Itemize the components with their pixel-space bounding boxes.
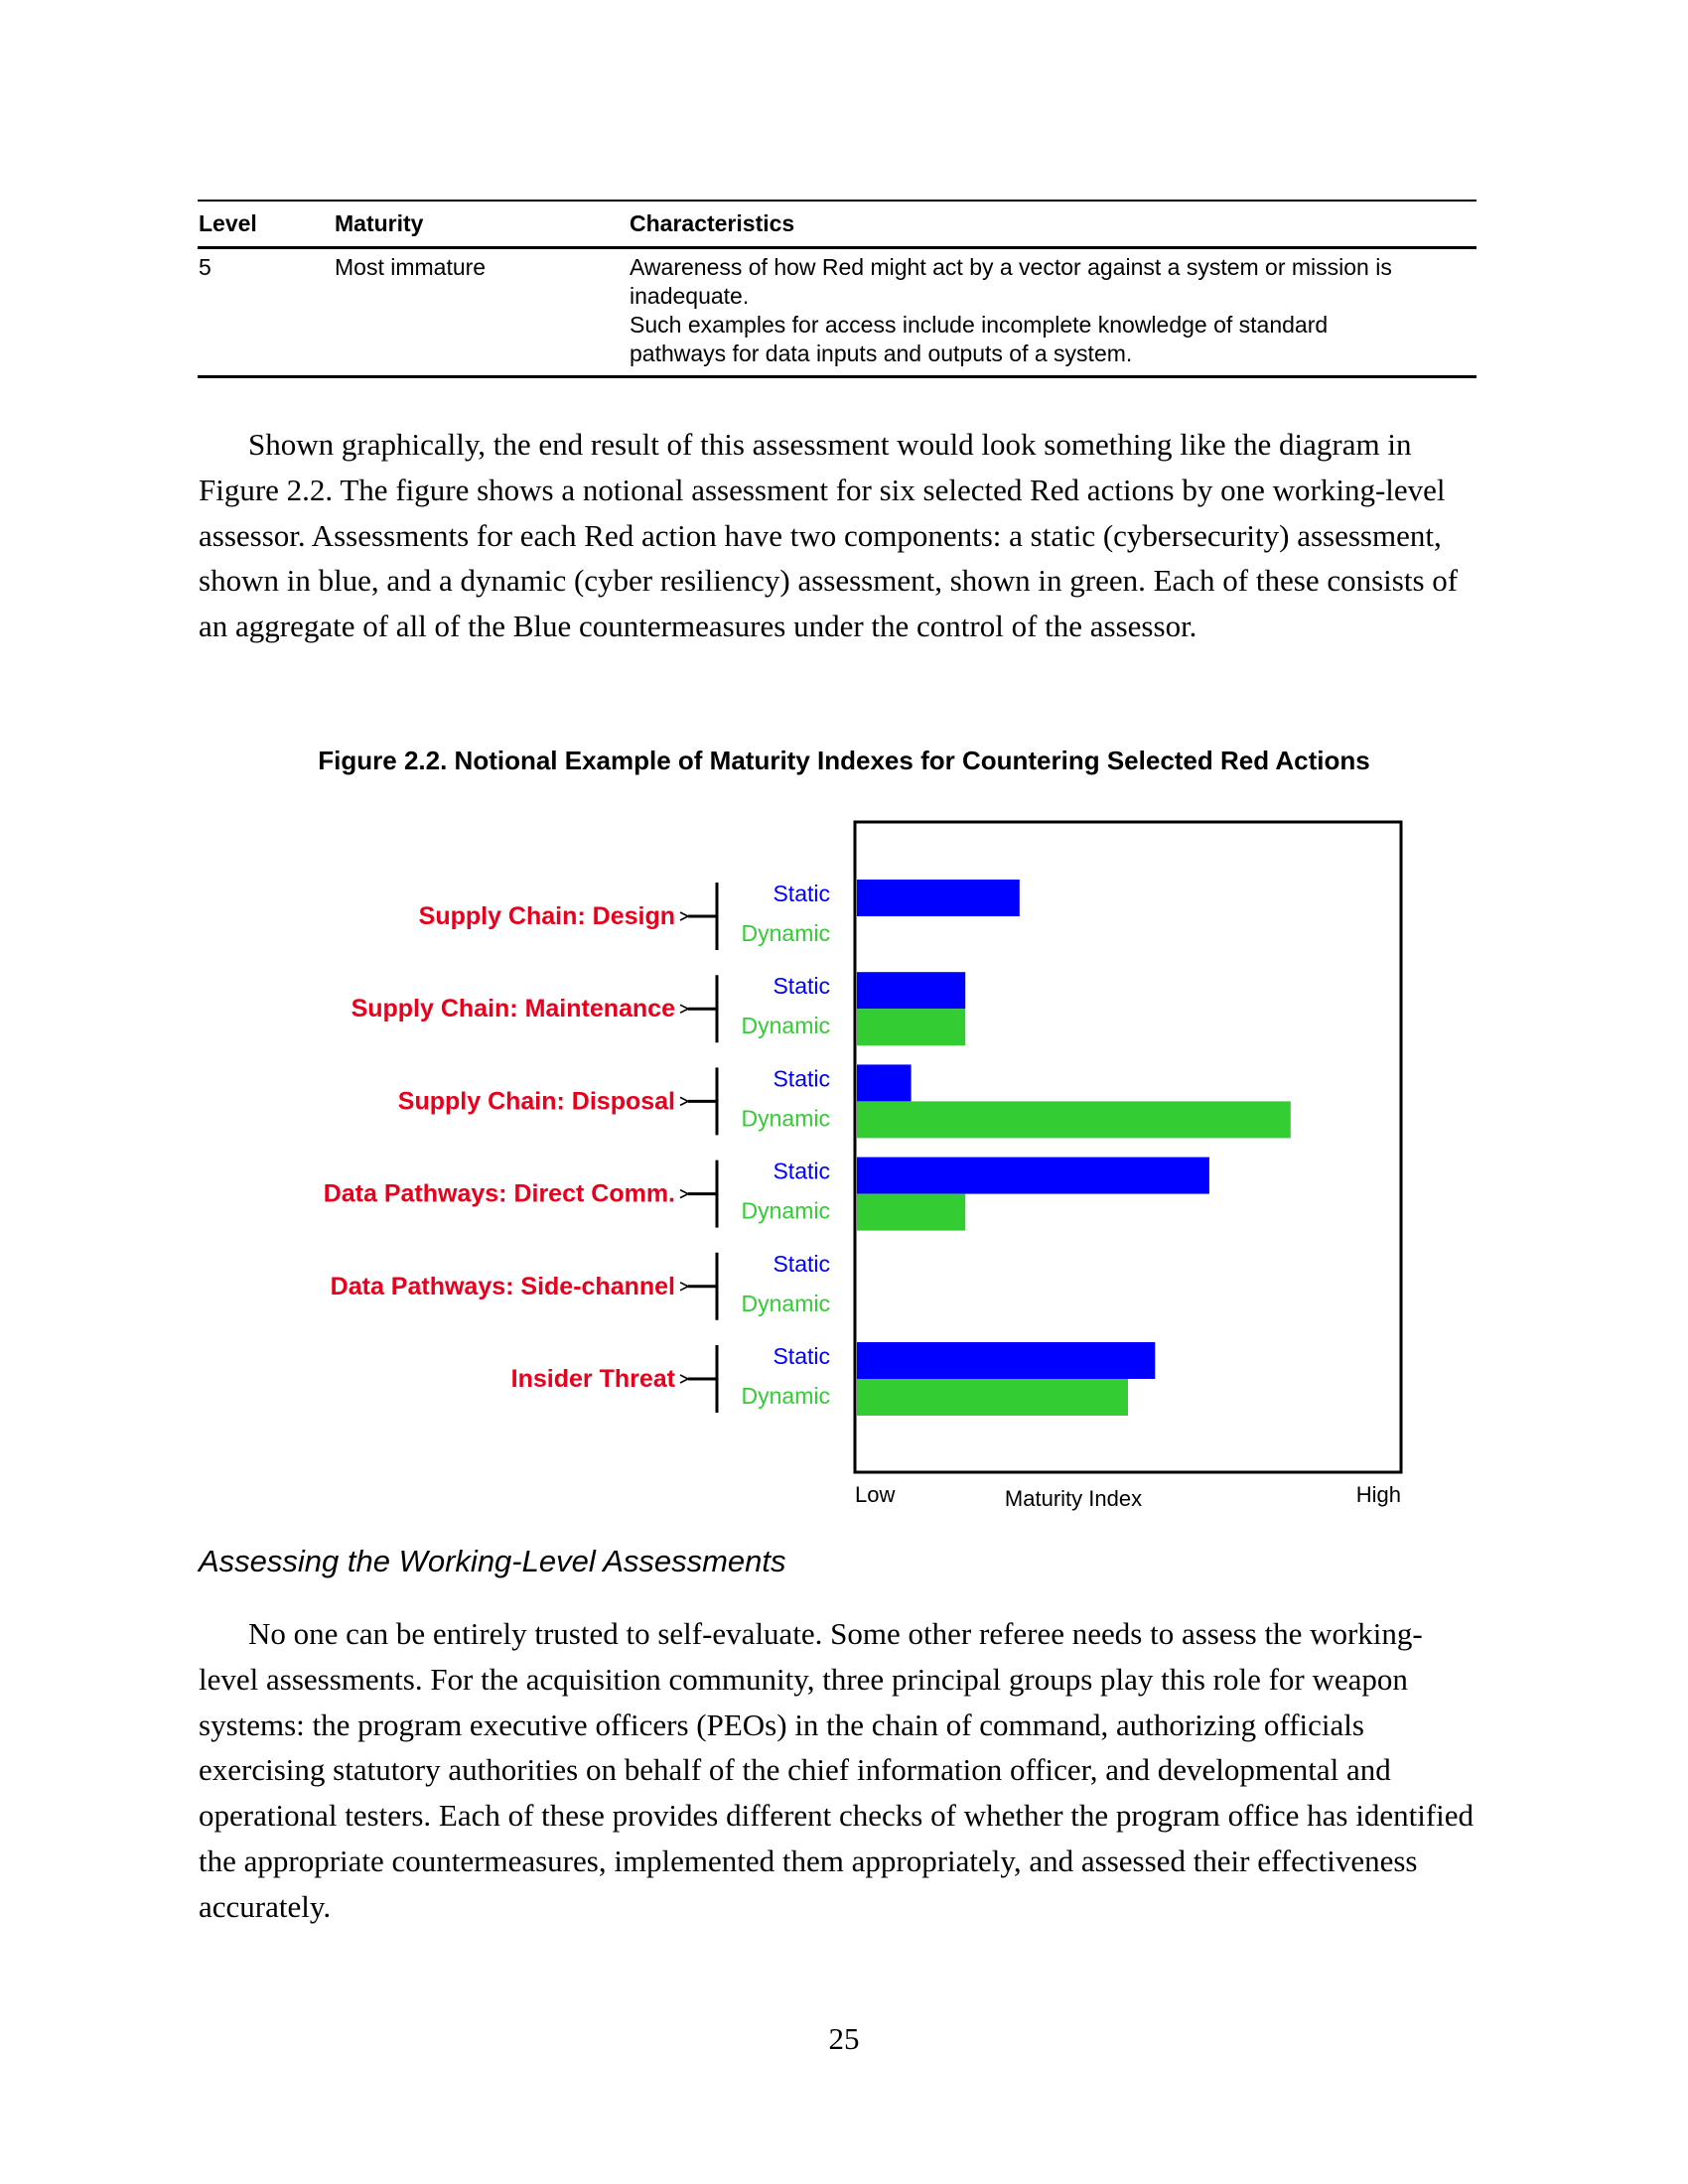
chart-category-groups (324, 881, 830, 1413)
paragraph-2-text: No one can be entirely trusted to self-evaluate. Some other referee needs to assess the working-level assessments. For the acquisition community, three principal groups play this role for weapon systems: the program executive officers (PEOs) in the chain of command, authorizing officials exercising statutory authorities on behalf of the chief information officer, and developmental and operational testers. Each of these provides different checks of whether the program office has identified the appropriate countermeasures, implemented them appropriately, and assessed their effectiveness accurately. (199, 1616, 1475, 1924)
table-header-maturity: Maturity (335, 210, 424, 236)
series-label-static: Static (773, 973, 830, 1000)
series-label-dynamic: Dynamic (741, 1383, 830, 1409)
table-cell-characteristics (630, 253, 1474, 368)
body-paragraph-2 (199, 1611, 1479, 1930)
series-label-static: Static (773, 881, 830, 906)
series-label-dynamic: Dynamic (741, 1105, 830, 1132)
series-label-static: Static (773, 1250, 830, 1277)
category-label: Supply Chain: Disposal (397, 1087, 675, 1116)
table-header-characteristics: Characteristics (630, 210, 795, 236)
table-cell-level: 5 (199, 254, 211, 280)
table-cell-maturity: Most immature (335, 254, 487, 280)
characteristics-line: Such examples for access include incomplete knowledge of standard (630, 312, 1329, 338)
category-group (331, 1251, 830, 1320)
bar-dynamic (857, 1194, 965, 1231)
bar-static (857, 1158, 1209, 1194)
category-label: Data Pathways: Direct Comm. (323, 1179, 675, 1208)
category-group (419, 881, 830, 950)
series-label-dynamic: Dynamic (741, 920, 830, 946)
series-label-dynamic: Dynamic (741, 1197, 830, 1224)
category-group (324, 1159, 830, 1228)
paragraph-1-text: Shown graphically, the end result of this assessment would look something like the diagram in Figure 2.2. The figure shows a notional assessment for six selected Red actions by one working-level assessor. Assessments for each Red action have two components: a static (cybersecurity) assessment, shown in blue, and a dynamic (cyber resiliency) assessment, shown in green. Each of these consists of an aggregate of all of the Blue countermeasures under the control of the assessor. (199, 427, 1459, 644)
category-label: Insider Threat (510, 1365, 675, 1393)
characteristics-line: inadequate. (630, 283, 750, 309)
section-heading: Assessing the Working-Level Assessments (199, 1544, 786, 1578)
category-group (398, 1065, 830, 1135)
category-label: Supply Chain: Maintenance (351, 995, 675, 1024)
table-header-level: Level (199, 210, 257, 236)
bar-dynamic (857, 1101, 1291, 1138)
x-axis-label: Maturity Index (1004, 1486, 1143, 1511)
figure-title: Figure 2.2. Notional Example of Maturity Indexes for Countering Selected Red Actions (318, 746, 1370, 775)
category-group (511, 1343, 830, 1413)
x-tick-high: High (1355, 1482, 1401, 1507)
x-tick-low: Low (855, 1482, 896, 1507)
table-top-rule (198, 200, 1477, 202)
body-paragraph-1 (199, 422, 1479, 649)
bar-static (857, 1342, 1155, 1379)
characteristics-line: pathways for data inputs and outputs of a system. (630, 341, 1133, 366)
category-label: Supply Chain: Design (418, 902, 675, 930)
category-label: Data Pathways: Side-channel (330, 1272, 675, 1300)
table-header-rule (198, 246, 1477, 249)
chart-bars (857, 880, 1291, 1416)
series-label-static: Static (773, 1065, 830, 1092)
bar-dynamic (857, 1009, 965, 1045)
series-label-static: Static (773, 1343, 830, 1369)
bar-static (857, 1064, 912, 1101)
page-number: 25 (828, 2021, 860, 2056)
category-group (352, 973, 830, 1042)
table-bottom-rule (198, 375, 1477, 378)
bar-static (857, 972, 965, 1009)
series-label-dynamic: Dynamic (741, 1290, 830, 1316)
bar-static (857, 880, 1020, 916)
series-label-static: Static (773, 1158, 830, 1184)
characteristics-line: Awareness of how Red might act by a vector against a system or mission is (630, 254, 1392, 280)
bar-dynamic (857, 1379, 1128, 1416)
series-label-dynamic: Dynamic (741, 1013, 830, 1039)
